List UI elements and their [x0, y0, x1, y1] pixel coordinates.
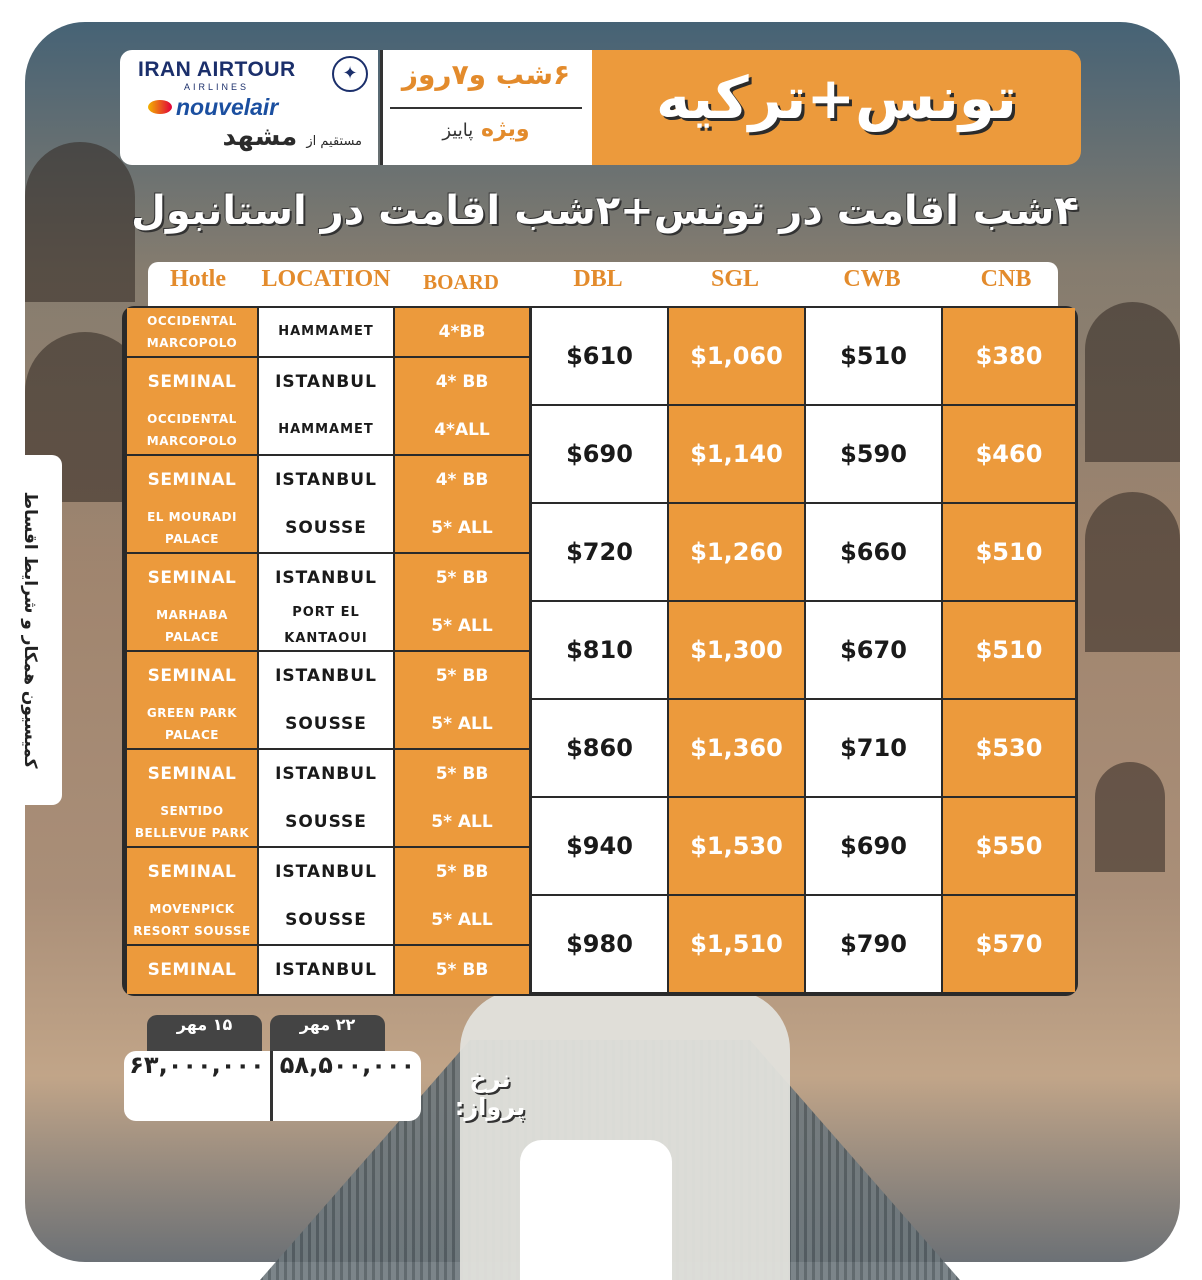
table-row — [122, 600, 1078, 698]
hotel-istanbul: SEMINAL — [127, 554, 257, 602]
price-cwb: $590 — [806, 406, 941, 502]
title-banner — [592, 50, 1081, 165]
airline-sub: AIRLINES — [184, 82, 250, 92]
board-tunisia: 5* ALL — [395, 896, 529, 944]
board-istanbul: 5* BB — [395, 554, 529, 602]
season-label: ویژه پاییز — [442, 117, 530, 142]
price-dbl: $610 — [532, 308, 667, 404]
hotel-istanbul: SEMINAL — [127, 456, 257, 504]
location-tunisia: HAMMAMET — [259, 406, 393, 454]
location-tunisia: SOUSSE — [259, 896, 393, 944]
board-tunisia: 4*BB — [395, 308, 529, 356]
griffin-icon: ✦ — [332, 56, 368, 92]
airline-logo-box — [120, 50, 378, 165]
price-sgl: $1,260 — [669, 504, 804, 600]
price-cwb: $660 — [806, 504, 941, 600]
hotel-tunisia: SENTIDO BELLEVUE PARK — [127, 798, 257, 846]
price-cwb: $710 — [806, 700, 941, 796]
price-dbl: $810 — [532, 602, 667, 698]
board-istanbul: 5* BB — [395, 946, 529, 994]
price-dbl: $690 — [532, 406, 667, 502]
fare-price: ۵۸,۵۰۰,۰۰۰ — [279, 1051, 416, 1079]
subtitle: ۴شب اقامت در تونس+۲شب اقامت در استانبول — [131, 188, 1079, 234]
fare-date: ۲۲ مهر — [270, 1015, 385, 1051]
hotel-tunisia: MOVENPICK RESORT SOUSSE — [127, 896, 257, 944]
price-sgl: $1,300 — [669, 602, 804, 698]
board-istanbul: 4* BB — [395, 456, 529, 504]
col-location: LOCATION — [261, 266, 391, 292]
location-tunisia: SOUSSE — [259, 504, 393, 552]
table-row — [122, 698, 1078, 796]
board-tunisia: 5* ALL — [395, 798, 529, 846]
hotel-istanbul: SEMINAL — [127, 750, 257, 798]
location-istanbul: ISTANBUL — [259, 456, 393, 504]
bottom-tab — [520, 1140, 672, 1280]
price-cwb: $690 — [806, 798, 941, 894]
location-istanbul: ISTANBUL — [259, 652, 393, 700]
hotel-tunisia: OCCIDENTAL MARCOPOLO — [127, 308, 257, 356]
fare-box — [124, 1051, 421, 1121]
price-cnb: $530 — [943, 700, 1075, 796]
col-dbl: DBL — [573, 266, 623, 292]
price-sgl: $1,060 — [669, 308, 804, 404]
table-header — [148, 262, 1058, 306]
price-cnb: $460 — [943, 406, 1075, 502]
duration-box — [380, 50, 592, 165]
col-cnb: CNB — [980, 266, 1032, 292]
arch-decoration — [25, 142, 135, 302]
board-tunisia: 5* ALL — [395, 602, 529, 650]
fare-date: ۱۵ مهر — [147, 1015, 262, 1051]
arch-decoration — [1085, 492, 1180, 652]
location-istanbul: ISTANBUL — [259, 554, 393, 602]
price-dbl: $940 — [532, 798, 667, 894]
board-istanbul: 5* BB — [395, 750, 529, 798]
price-cwb: $670 — [806, 602, 941, 698]
arch-decoration — [1095, 762, 1165, 872]
hotel-tunisia: EL MOURADI PALACE — [127, 504, 257, 552]
airline-name: IRAN AIRTOUR — [138, 58, 296, 81]
board-istanbul: 5* BB — [395, 848, 529, 896]
location-istanbul: ISTANBUL — [259, 946, 393, 994]
location-tunisia: HAMMAMET — [259, 308, 393, 356]
price-sgl: $1,510 — [669, 896, 804, 992]
arch-decoration — [1085, 302, 1180, 462]
price-cwb: $790 — [806, 896, 941, 992]
location-tunisia: SOUSSE — [259, 798, 393, 846]
location-istanbul: ISTANBUL — [259, 848, 393, 896]
swoosh-icon — [148, 100, 172, 114]
col-cwb: CWB — [843, 266, 901, 292]
price-sgl: $1,530 — [669, 798, 804, 894]
price-cnb: $510 — [943, 602, 1075, 698]
col-sgl: SGL — [710, 266, 760, 292]
board-istanbul: 5* BB — [395, 652, 529, 700]
price-dbl: $720 — [532, 504, 667, 600]
hotel-istanbul: SEMINAL — [127, 652, 257, 700]
board-tunisia: 5* ALL — [395, 504, 529, 552]
price-table — [122, 306, 1078, 996]
board-tunisia: 4*ALL — [395, 406, 529, 454]
page-title: تونس+ترکیه — [656, 64, 1017, 132]
table-row — [122, 502, 1078, 600]
hotel-tunisia: OCCIDENTAL MARCOPOLO — [127, 406, 257, 454]
price-cnb: $510 — [943, 504, 1075, 600]
price-cnb: $380 — [943, 308, 1075, 404]
hotel-istanbul: SEMINAL — [127, 848, 257, 896]
table-row — [122, 404, 1078, 502]
hotel-tunisia: MARHABA PALACE — [127, 602, 257, 650]
price-dbl: $980 — [532, 896, 667, 992]
partner-logo: nouvelair — [176, 94, 279, 120]
location-istanbul: ISTANBUL — [259, 358, 393, 406]
nights-days: ۶شب و۷روز — [401, 58, 571, 91]
location-istanbul: ISTANBUL — [259, 750, 393, 798]
col-hotel: Hotle — [170, 266, 226, 292]
hotel-istanbul: SEMINAL — [127, 946, 257, 994]
departure-city: مستقیم از مشهد — [222, 122, 362, 152]
price-cnb: $550 — [943, 798, 1075, 894]
board-tunisia: 5* ALL — [395, 700, 529, 748]
table-row — [122, 894, 1078, 992]
hotel-istanbul: SEMINAL — [127, 358, 257, 406]
price-cwb: $510 — [806, 308, 941, 404]
table-row — [122, 306, 1078, 404]
side-note: کمیسیون همکار و شرایط اقساط — [20, 491, 40, 769]
fare-label: نرخ پرواز: — [454, 1065, 526, 1121]
location-tunisia: PORT EL KANTAOUI — [259, 602, 393, 650]
hotel-tunisia: GREEN PARK PALACE — [127, 700, 257, 748]
col-board: BOARD — [423, 270, 499, 294]
price-sgl: $1,140 — [669, 406, 804, 502]
table-row — [122, 796, 1078, 894]
board-istanbul: 4* BB — [395, 358, 529, 406]
price-cnb: $570 — [943, 896, 1075, 992]
fare-price: ۶۳,۰۰۰,۰۰۰ — [129, 1051, 265, 1079]
price-dbl: $860 — [532, 700, 667, 796]
price-sgl: $1,360 — [669, 700, 804, 796]
location-tunisia: SOUSSE — [259, 700, 393, 748]
